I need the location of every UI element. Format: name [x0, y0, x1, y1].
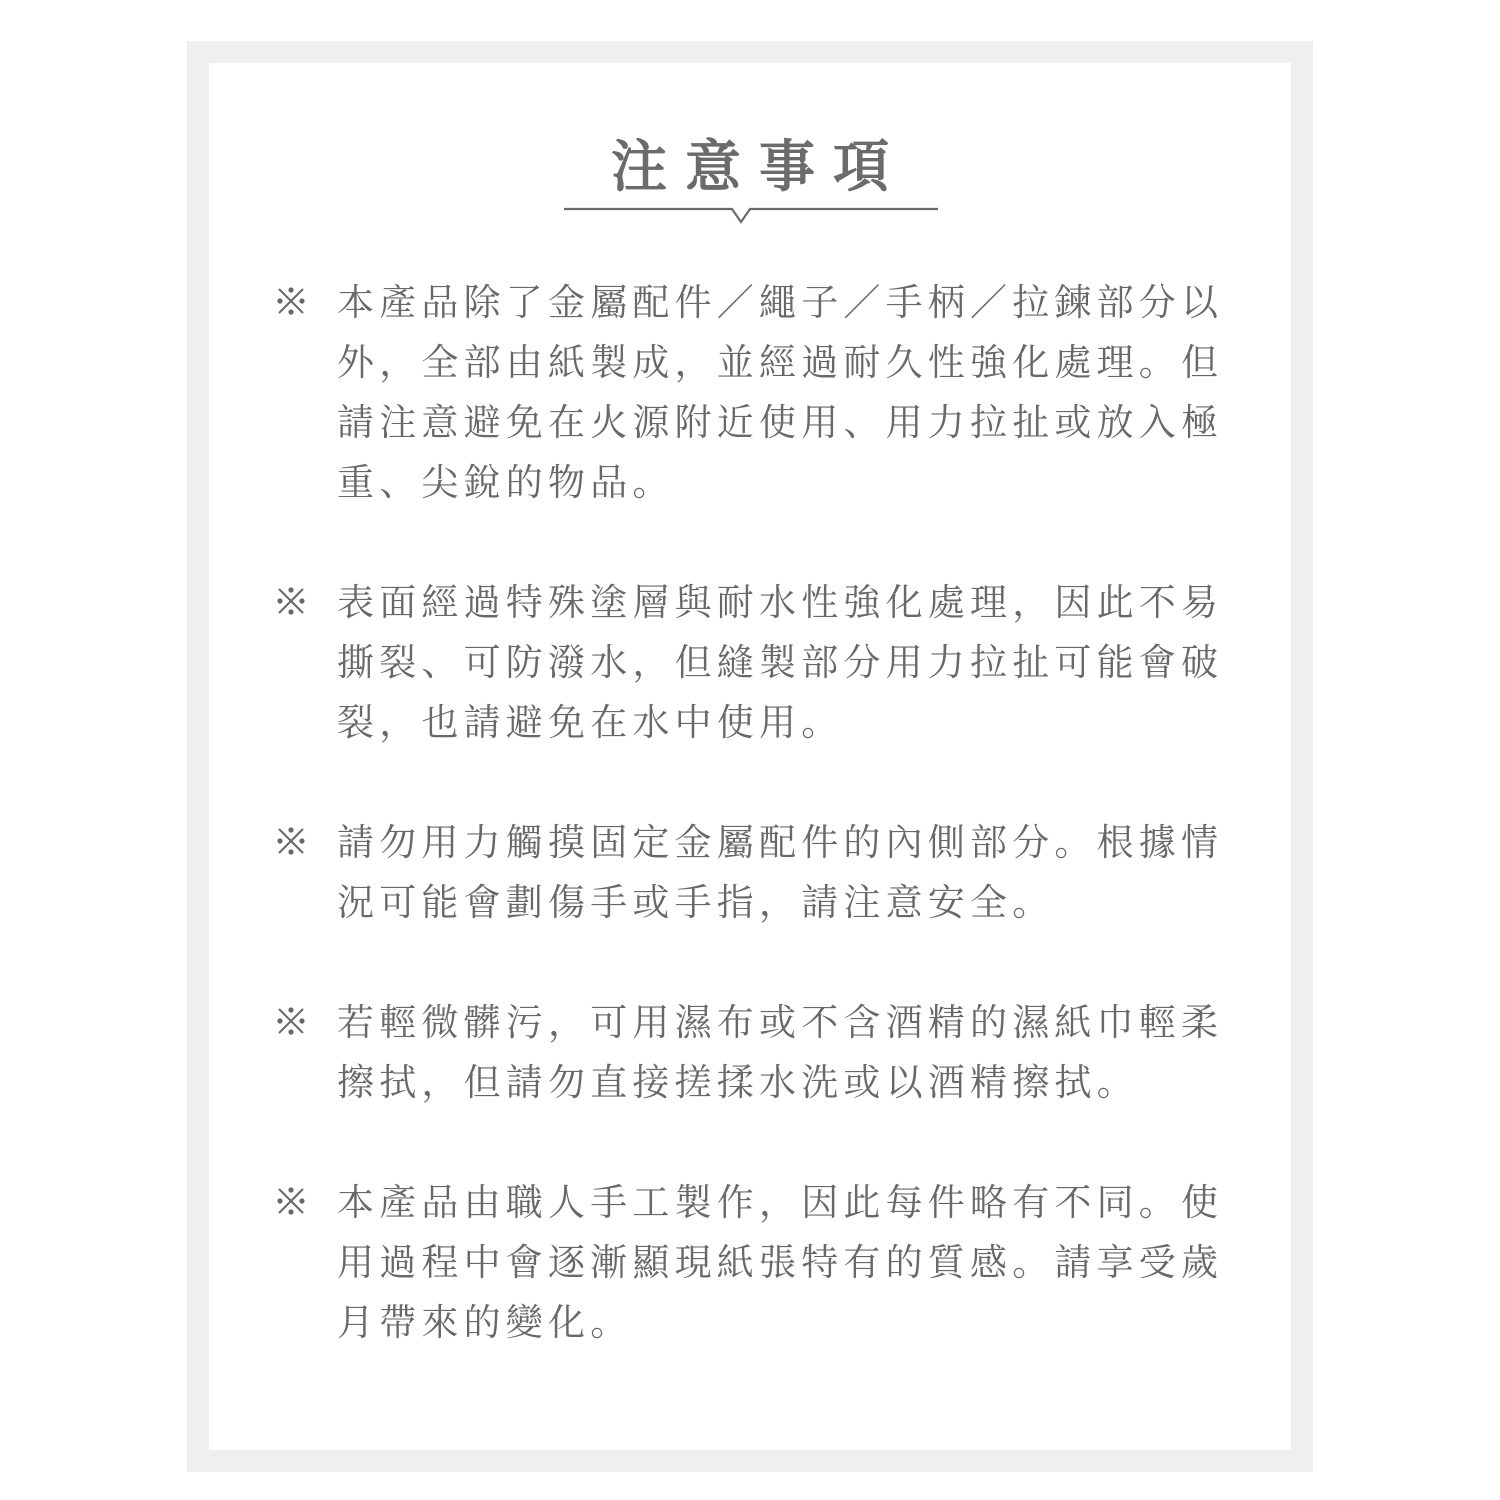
note-text: 請勿用力觸摸固定金屬配件的內側部分。根據情況可能會劃傷手或手指，請注意安全。 [337, 821, 1224, 924]
note-text: 表面經過特殊塗層與耐水性強化處理，因此不易撕裂、可防潑水，但縫製部分用力拉扯可能會破裂，也請避免在水中使用。 [337, 581, 1224, 744]
reference-mark-icon [273, 283, 309, 319]
reference-mark-icon [273, 1183, 309, 1219]
title-underline-chevron [564, 205, 938, 225]
note-text: 若輕微髒污，可用濕布或不含酒精的濕紙巾輕柔擦拭，但請勿直接搓揉水洗或以酒精擦拭。 [337, 1001, 1224, 1104]
note-text: 本產品除了金屬配件／繩子／手柄／拉鍊部分以外，全部由紙製成，並經過耐久性強化處理。但請注意避免在火源附近使用、用力拉扯或放入極重、尖銳的物品。 [337, 281, 1224, 504]
list-item [271, 573, 1231, 753]
reference-mark-icon [273, 1003, 309, 1039]
notice-card [209, 63, 1291, 1450]
page-title: 注意事項 [611, 135, 907, 200]
list-item [271, 813, 1231, 933]
list-item [271, 1173, 1231, 1353]
list-item [271, 993, 1231, 1113]
outer-frame [187, 41, 1313, 1472]
note-text: 本產品由職人手工製作，因此每件略有不同。使用過程中會逐漸顯現紙張特有的質感。請享受歲月帶來的變化。 [337, 1181, 1224, 1344]
list-item [271, 273, 1231, 513]
reference-mark-icon [273, 583, 309, 619]
notes-list [271, 273, 1231, 1413]
reference-mark-icon [273, 823, 309, 859]
